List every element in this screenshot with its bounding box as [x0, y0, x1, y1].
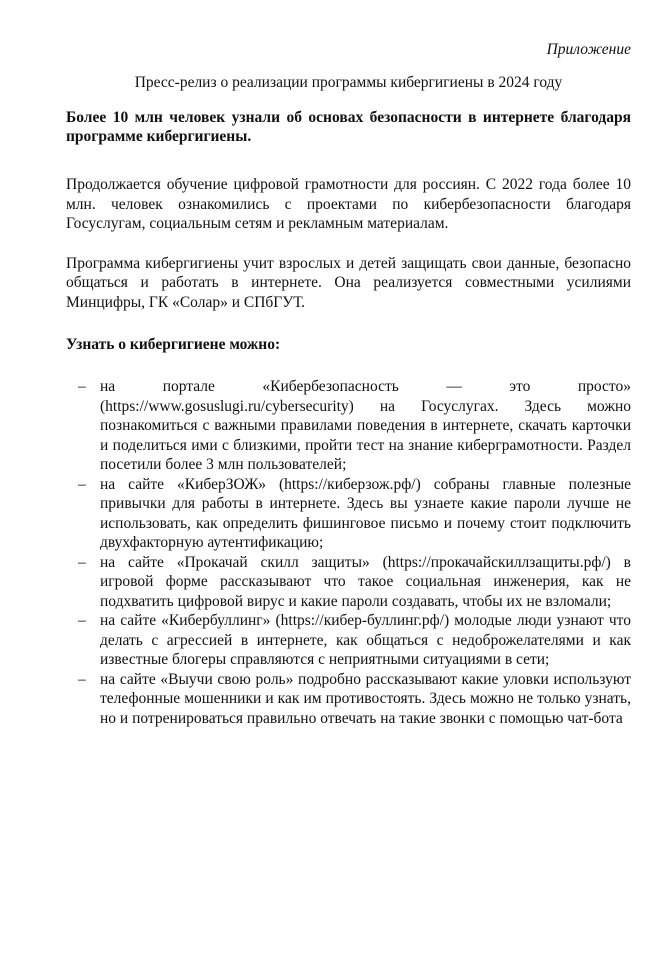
list-item-kiberzozh	[66, 475, 631, 553]
list-item-text: на портале «Кибербезопасность — это просто» (https://www.gosuslugi.ru/cybersecurity) на Госуслугах. Здесь можно познакомиться с важными правилами поведения в интернете, скачать карточки и поделиться ими с близкими, пройти тест на знание киберграмотности. Раздел посетили более 3 млн пользователей;	[100, 378, 631, 473]
list-bullet: –	[78, 670, 86, 688]
resource-list	[66, 377, 631, 728]
intro-paragraph: Продолжается обучение цифровой грамотности для россиян. С 2022 года более 10 млн. человек ознакомились с проектами по кибербезопасности благодаря Госуслугам, социальным сетям и рекламным материалам.	[66, 176, 631, 232]
list-item-text: на сайте «КиберЗОЖ» (https://киберзож.рф/) собраны главные полезные привычки для работы в интернете. Здесь вы узнаете какие пароли лучше не использовать, как определить фишинговое письмо и почему стоит подключить двухфакторную аутентификацию;	[100, 475, 631, 551]
document-page	[66, 40, 631, 728]
list-bullet: –	[78, 378, 86, 395]
list-item-text: на сайте «Кибербуллинг» (https://кибер-буллинг.рф/) молодые люди узнают что делать с агрессией в интернете, как общаться с недоброжелателями и как известные блогеры справляются с неприятными ситуациями в сети;	[100, 612, 631, 668]
list-item-text: на сайте «Выучи свою роль» подробно рассказывают какие уловки используют телефонные мошенники и как им противостоять. Здесь можно не только узнать, но и потренироваться правильно отвечать на такие звонки с помощью чат-бота	[100, 670, 631, 727]
appendix-label: Приложение	[546, 41, 631, 58]
press-release-title: Пресс-релиз о реализации программы кибергигиены в 2024 году	[134, 74, 563, 91]
list-bullet: –	[78, 475, 86, 493]
list-item-prokachay	[66, 553, 631, 612]
learn-more-subheading: Узнать о кибергигиене можно:	[66, 336, 281, 353]
headline: Более 10 млн человек узнали об основах безопасности в интернете благодаря программе кибергигиены.	[66, 109, 631, 145]
list-item-vyuchi-rol	[66, 670, 631, 729]
list-item-kiberbulling	[66, 611, 631, 670]
list-item-text: на сайте «Прокачай скилл защиты» (https://прокачайскиллзащиты.рф/) в игровой форме рассказывают что такое социальная инженерия, как не подхватить цифровой вирус и какие пароли создавать, чтобы их не взломали;	[100, 553, 631, 610]
program-paragraph: Программа кибергигиены учит взрослых и детей защищать свои данные, безопасно общаться и работать в интернете. Она реализуется совместными усилиями Минцифры, ГК «Солар» и СПбГУТ.	[66, 254, 631, 311]
list-bullet: –	[78, 553, 86, 571]
list-item-gosuslugi	[66, 377, 631, 475]
list-bullet: –	[78, 612, 86, 629]
